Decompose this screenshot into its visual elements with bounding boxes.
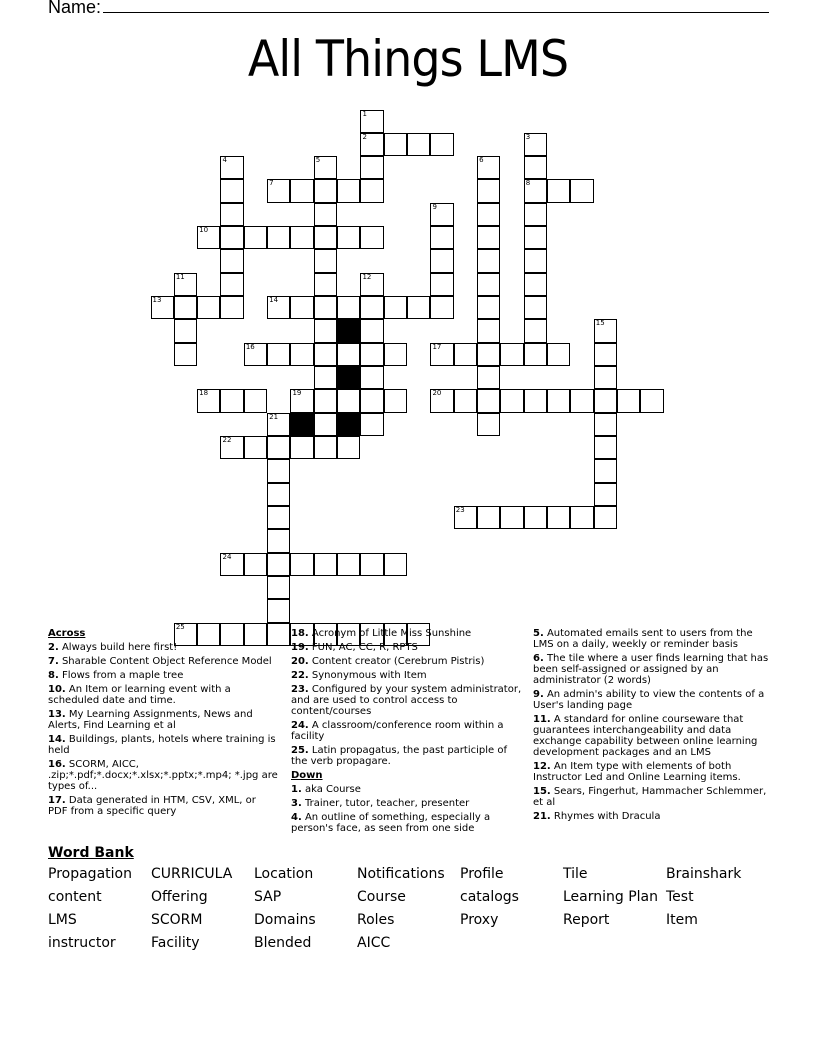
grid-cell[interactable] [244, 553, 267, 576]
clue-number-label: 10. [48, 684, 66, 695]
grid-cell[interactable] [244, 226, 267, 249]
clue-text: Buildings, plants, hotels where training is held [48, 734, 276, 756]
name-label: Name: [48, 0, 102, 17]
clues-column-1 [48, 628, 278, 820]
grid-cell[interactable] [477, 156, 500, 179]
clue-number: 20 [432, 389, 442, 398]
clue-number: 25 [175, 622, 185, 631]
clue-number: 13 [152, 296, 162, 305]
clue-number: 9 [432, 202, 437, 211]
grid-cell[interactable] [314, 413, 337, 436]
word-bank-item: Course [357, 889, 406, 905]
clue-number-label: 17. [48, 795, 66, 806]
grid-cell[interactable] [197, 389, 220, 412]
clue-text: My Learning Assignments, News and Alerts, Find Learning et al [48, 709, 253, 731]
grid-cell[interactable] [360, 133, 383, 156]
clue-text: A standard for online courseware that guarantees interchangeability and data exchange capability between online learning development packages and an LMS [533, 714, 758, 758]
grid-cell[interactable] [500, 389, 523, 412]
grid-cell[interactable] [430, 226, 453, 249]
clue-text: Data generated in HTM, CSV, XML, or PDF from a specific query [48, 795, 256, 817]
grid-cell[interactable] [617, 389, 640, 412]
grid-cell[interactable] [500, 343, 523, 366]
word-bank-item [460, 934, 563, 953]
grid-cell[interactable] [220, 436, 243, 459]
clue-number-label: 23. [291, 684, 309, 695]
grid-cell[interactable] [360, 389, 383, 412]
word-bank-item: Test [666, 889, 694, 905]
grid-cell[interactable] [220, 179, 243, 202]
word-bank-item [666, 934, 769, 953]
clue-number: 14 [269, 296, 279, 305]
grid-cell[interactable] [594, 506, 617, 529]
clue-text: FUN, AC, CC, R, RPTS [308, 642, 418, 653]
clue-number: 16 [245, 342, 255, 351]
grid-cell[interactable] [570, 179, 593, 202]
grid-cell[interactable] [337, 436, 360, 459]
clues-column-2 [291, 628, 526, 837]
clue-text: Latin propagatus, the past participle of the verb propagare. [291, 745, 507, 767]
across-clue [291, 642, 526, 653]
grid-cell[interactable] [360, 110, 383, 133]
grid-cell[interactable] [477, 203, 500, 226]
grid-cell[interactable] [267, 576, 290, 599]
grid-cell[interactable] [477, 506, 500, 529]
grid-cell[interactable] [454, 343, 477, 366]
word-bank [48, 845, 769, 953]
down-clue [533, 786, 773, 808]
across-clue [48, 734, 278, 756]
clue-text: Trainer, tutor, teacher, presenter [301, 798, 470, 809]
across-clue [48, 709, 278, 731]
grid-cell[interactable] [570, 389, 593, 412]
down-clue [291, 798, 526, 809]
clue-text: Acronym of Little Miss Sunshine [308, 628, 472, 639]
clue-number: 1 [362, 109, 367, 118]
word-bank-item: Offering [151, 889, 208, 905]
grid-cell[interactable] [220, 249, 243, 272]
across-clue [291, 720, 526, 742]
grid-cell[interactable] [454, 389, 477, 412]
clue-text: Sears, Fingerhut, Hammacher Schlemmer, et al [533, 786, 767, 808]
word-bank-item [563, 934, 666, 953]
grid-cell[interactable] [290, 296, 313, 319]
grid-cell[interactable] [267, 226, 290, 249]
name-blank-line[interactable] [103, 0, 769, 13]
word-bank-item: catalogs [460, 889, 519, 905]
clue-text: Sharable Content Object Reference Model [58, 656, 272, 667]
clue-text: The tile where a user finds learning that has been self-assigned or assigned by an administrator (2 words) [533, 653, 769, 686]
grid-cell[interactable] [547, 179, 570, 202]
grid-cell[interactable] [174, 319, 197, 342]
grid-cell[interactable] [384, 389, 407, 412]
grid-cell[interactable] [430, 203, 453, 226]
grid-cell[interactable] [267, 343, 290, 366]
clue-number-label: 1. [291, 784, 302, 795]
clues-column-3 [533, 628, 773, 825]
word-bank-item: CURRICULA [151, 866, 233, 882]
across-clue [291, 745, 526, 767]
word-bank-item: Profile [460, 866, 504, 882]
grid-cell[interactable] [477, 366, 500, 389]
grid-cell[interactable] [384, 296, 407, 319]
clue-number: 18 [199, 389, 209, 398]
word-bank-item: Roles [357, 912, 395, 928]
word-bank-item: Brainshark [666, 866, 742, 882]
grid-cell[interactable] [244, 343, 267, 366]
grid-cell[interactable] [477, 179, 500, 202]
grid-cell[interactable] [220, 389, 243, 412]
word-bank-item: Tile [563, 866, 588, 882]
down-clue [533, 628, 773, 650]
page-title: All Things LMS [247, 30, 569, 88]
grid-cell[interactable] [477, 389, 500, 412]
word-bank-list [48, 865, 769, 953]
grid-cell[interactable] [360, 319, 383, 342]
grid-cell[interactable] [594, 319, 617, 342]
word-bank-item: Propagation [48, 866, 132, 882]
grid-cell[interactable] [267, 459, 290, 482]
grid-cell[interactable] [360, 553, 383, 576]
clue-number-label: 15. [533, 786, 551, 797]
grid-cell[interactable] [430, 296, 453, 319]
grid-cell[interactable] [314, 553, 337, 576]
clue-text: Rhymes with Dracula [550, 811, 661, 822]
word-bank-item: SCORM [151, 912, 203, 928]
grid-cell[interactable] [430, 343, 453, 366]
clue-number-label: 12. [533, 761, 551, 772]
clue-number-label: 4. [291, 812, 302, 823]
grid-cell[interactable] [477, 413, 500, 436]
grid-cell[interactable] [360, 413, 383, 436]
grid-cell[interactable] [337, 226, 360, 249]
clue-text: Synonymous with Item [308, 670, 427, 681]
grid-cell[interactable] [174, 296, 197, 319]
grid-cell[interactable] [384, 133, 407, 156]
clue-number: 8 [525, 179, 531, 188]
name-field [48, 0, 769, 18]
grid-cell[interactable] [477, 226, 500, 249]
grid-cell[interactable] [477, 296, 500, 319]
clue-text: An admin's ability to view the contents of a User's landing page [533, 689, 765, 711]
grid-cell[interactable] [524, 319, 547, 342]
clue-number-label: 2. [48, 642, 59, 653]
grid-cell[interactable] [314, 179, 337, 202]
grid-cell[interactable] [360, 343, 383, 366]
grid-cell[interactable] [524, 506, 547, 529]
clue-number-label: 21. [533, 811, 551, 822]
grid-cell[interactable] [267, 553, 290, 576]
grid-cell[interactable] [524, 179, 547, 202]
grid-cell[interactable] [594, 483, 617, 506]
grid-cell[interactable] [524, 389, 547, 412]
word-bank-item: Item [666, 912, 698, 928]
clue-number-label: 19. [291, 642, 309, 653]
grid-cell[interactable] [220, 553, 243, 576]
grid-cell[interactable] [360, 226, 383, 249]
grid-cell[interactable] [314, 366, 337, 389]
word-bank-item: Report [563, 912, 610, 928]
clue-text: Always build here first! [58, 642, 178, 653]
grid-cell[interactable] [430, 389, 453, 412]
grid-cell[interactable] [524, 226, 547, 249]
grid-cell[interactable] [290, 553, 313, 576]
clue-text: Configured by your system administrator, and are used to control access to content/courses [291, 684, 522, 717]
clue-number: 6 [479, 156, 484, 165]
grid-cell[interactable] [524, 343, 547, 366]
grid-cell[interactable] [314, 436, 337, 459]
grid-cell[interactable] [314, 296, 337, 319]
grid-cell[interactable] [337, 296, 360, 319]
clue-number: 11 [175, 272, 185, 281]
clue-number-label: 6. [533, 653, 544, 664]
grid-cell[interactable] [290, 389, 313, 412]
grid-cell[interactable] [267, 483, 290, 506]
across-clue [48, 670, 278, 681]
down-clue [533, 689, 773, 711]
grid-cell[interactable] [174, 273, 197, 296]
grid-cell[interactable] [570, 506, 593, 529]
grid-cell[interactable] [360, 296, 383, 319]
grid-cell[interactable] [290, 226, 313, 249]
grid-cell[interactable] [594, 343, 617, 366]
grid-cell[interactable] [290, 436, 313, 459]
clue-text: Content creator (Cerebrum Pistris) [308, 656, 485, 667]
grid-cell[interactable] [594, 389, 617, 412]
clue-number-label: 7. [48, 656, 59, 667]
grid-cell[interactable] [407, 133, 430, 156]
clue-number: 15 [595, 319, 605, 328]
clue-number: 22 [222, 436, 232, 445]
clue-number-label: 22. [291, 670, 309, 681]
clue-text: An outline of something, especially a person's face, as seen from one side [291, 812, 491, 834]
clue-number: 10 [199, 226, 209, 235]
clue-number-label: 24. [291, 720, 309, 731]
clue-number: 7 [269, 179, 274, 188]
grid-cell[interactable] [314, 389, 337, 412]
clue-number: 3 [525, 132, 531, 141]
grid-cell[interactable] [314, 226, 337, 249]
clue-number-label: 14. [48, 734, 66, 745]
across-clue [291, 628, 526, 639]
black-cell [337, 413, 360, 436]
grid-cell[interactable] [267, 413, 290, 436]
grid-cell[interactable] [314, 156, 337, 179]
clue-number-label: 13. [48, 709, 66, 720]
down-clue [533, 811, 773, 822]
across-heading: Across [48, 628, 86, 639]
grid-cell[interactable] [337, 179, 360, 202]
down-heading: Down [291, 770, 323, 781]
clue-number: 5 [315, 156, 321, 165]
grid-cell[interactable] [360, 156, 383, 179]
grid-cell[interactable] [267, 529, 290, 552]
word-bank-item: Notifications [357, 866, 445, 882]
word-bank-item: Location [254, 866, 314, 882]
grid-cell[interactable] [244, 389, 267, 412]
grid-cell[interactable] [314, 203, 337, 226]
grid-cell[interactable] [360, 366, 383, 389]
grid-cell[interactable] [477, 273, 500, 296]
clue-number-label: 3. [291, 798, 302, 809]
clue-number: 23 [455, 506, 465, 515]
black-cell [290, 413, 313, 436]
grid-cell[interactable] [197, 226, 220, 249]
word-bank-title: Word Bank [48, 845, 134, 861]
word-bank-item: Proxy [460, 912, 499, 928]
grid-cell[interactable] [547, 506, 570, 529]
grid-cell[interactable] [477, 343, 500, 366]
grid-cell[interactable] [524, 133, 547, 156]
clue-number-label: 16. [48, 759, 66, 770]
grid-cell[interactable] [290, 179, 313, 202]
clue-number-label: 18. [291, 628, 309, 639]
down-clue [533, 761, 773, 783]
grid-cell[interactable] [360, 273, 383, 296]
grid-cell[interactable] [524, 156, 547, 179]
word-bank-item: Domains [254, 912, 316, 928]
across-clue [48, 759, 278, 792]
clue-number: 12 [362, 272, 372, 281]
grid-cell[interactable] [314, 273, 337, 296]
grid-cell[interactable] [267, 179, 290, 202]
black-cell [337, 319, 360, 342]
across-clue [291, 670, 526, 681]
grid-cell[interactable] [640, 389, 663, 412]
grid-cell[interactable] [151, 296, 174, 319]
word-bank-item: AICC [357, 935, 391, 951]
grid-cell[interactable] [244, 436, 267, 459]
grid-cell[interactable] [430, 273, 453, 296]
across-clue [48, 656, 278, 667]
clue-text: aka Course [301, 784, 361, 795]
clue-number: 24 [222, 552, 232, 561]
clue-text: Automated emails sent to users from the LMS on a daily, weekly or reminder basis [533, 628, 753, 650]
grid-cell[interactable] [407, 296, 430, 319]
grid-cell[interactable] [314, 343, 337, 366]
grid-cell[interactable] [220, 226, 243, 249]
clue-text: Flows from a maple tree [58, 670, 184, 681]
grid-cell[interactable] [594, 366, 617, 389]
grid-cell[interactable] [430, 133, 453, 156]
down-clue [533, 653, 773, 686]
clue-number-label: 9. [533, 689, 544, 700]
word-bank-item: LMS [48, 912, 77, 928]
clue-number-label: 5. [533, 628, 544, 639]
down-clue [291, 784, 526, 795]
clue-number-label: 11. [533, 714, 551, 725]
grid-cell[interactable] [337, 553, 360, 576]
word-bank-item: Facility [151, 935, 200, 951]
grid-cell[interactable] [477, 319, 500, 342]
clue-text: SCORM, AICC, .zip;*.pdf;*.docx;*.xlsx;*.pptx;*.mp4; *.jpg are types of... [48, 759, 278, 792]
clue-number-label: 8. [48, 670, 59, 681]
grid-cell[interactable] [314, 249, 337, 272]
grid-cell[interactable] [430, 249, 453, 272]
clue-number-label: 25. [291, 745, 309, 756]
grid-cell[interactable] [547, 343, 570, 366]
clue-number: 4 [222, 156, 227, 165]
grid-cell[interactable] [500, 506, 523, 529]
grid-cell[interactable] [267, 506, 290, 529]
clue-number: 21 [269, 412, 279, 421]
word-bank-item: Learning Plan [563, 889, 659, 905]
grid-cell[interactable] [384, 553, 407, 576]
grid-cell[interactable] [524, 203, 547, 226]
grid-cell[interactable] [267, 436, 290, 459]
down-clue [533, 714, 773, 758]
word-bank-item: Blended [254, 935, 312, 951]
clue-number: 2 [362, 132, 367, 141]
grid-cell[interactable] [547, 389, 570, 412]
grid-cell[interactable] [267, 599, 290, 622]
grid-cell[interactable] [594, 459, 617, 482]
down-clue [291, 812, 526, 834]
clue-text: An Item type with elements of both Instructor Led and Online Learning items. [533, 761, 741, 783]
grid-cell[interactable] [524, 296, 547, 319]
grid-cell[interactable] [454, 506, 477, 529]
grid-cell[interactable] [197, 296, 220, 319]
grid-cell[interactable] [220, 296, 243, 319]
grid-cell[interactable] [337, 343, 360, 366]
clue-number: 19 [292, 389, 302, 398]
grid-cell[interactable] [290, 343, 313, 366]
across-clue [48, 795, 278, 817]
across-clue [291, 656, 526, 667]
word-bank-item: SAP [254, 889, 282, 905]
grid-cell[interactable] [360, 179, 383, 202]
word-bank-item: content [48, 889, 102, 905]
clue-number-label: 20. [291, 656, 309, 667]
grid-cell[interactable] [594, 436, 617, 459]
grid-cell[interactable] [220, 203, 243, 226]
across-clue [291, 684, 526, 717]
grid-cell[interactable] [314, 319, 337, 342]
grid-cell[interactable] [384, 343, 407, 366]
grid-cell[interactable] [524, 273, 547, 296]
grid-cell[interactable] [337, 389, 360, 412]
word-bank-item: instructor [48, 935, 116, 951]
clue-text: An Item or learning event with a scheduled date and time. [48, 684, 231, 706]
black-cell [337, 366, 360, 389]
across-clue [48, 684, 278, 706]
grid-cell[interactable] [524, 249, 547, 272]
across-clue [48, 642, 278, 653]
grid-cell[interactable] [477, 249, 500, 272]
grid-cell[interactable] [267, 296, 290, 319]
grid-cell[interactable] [174, 343, 197, 366]
grid-cell[interactable] [220, 156, 243, 179]
clue-number: 17 [432, 342, 442, 351]
grid-cell[interactable] [220, 273, 243, 296]
clue-text: A classroom/conference room within a facility [291, 720, 504, 742]
grid-cell[interactable] [594, 413, 617, 436]
